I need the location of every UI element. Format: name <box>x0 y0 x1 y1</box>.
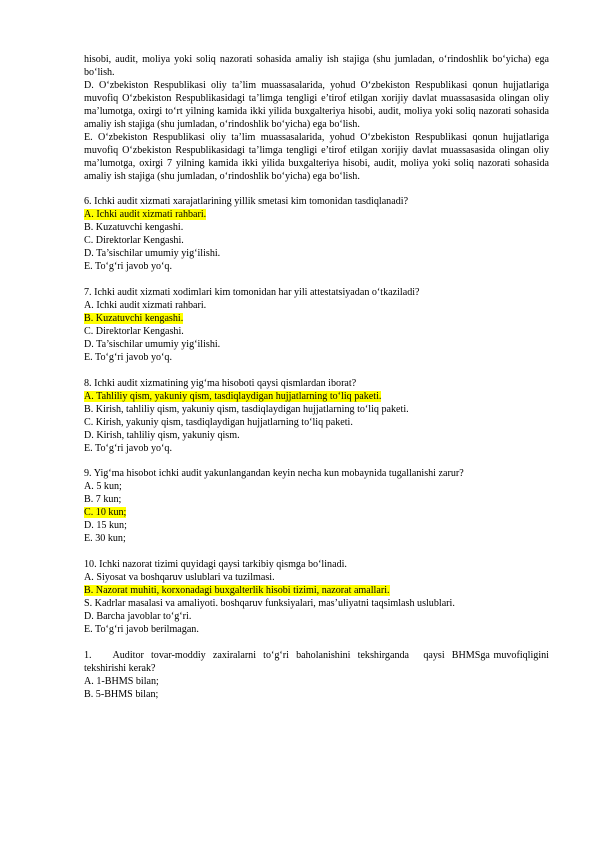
question-block <box>84 468 549 546</box>
answer-option: E. 30 kun; <box>84 533 126 545</box>
question-block <box>84 378 549 456</box>
answer-option: E. To‘g‘ri javob yo‘q. <box>84 351 172 363</box>
intro-paragraph-1: hisobi, audit, moliya yoki soliq nazorati sohasida amaliy ish stajiga (shu jumladan, o‘rindoshlik bo‘yicha) ega bo‘lish. <box>84 54 549 78</box>
question-text: 7. Ichki audit xizmati xodimlari kim tomonidan har yili attestatsiyadan o‘tkaziladi? <box>84 287 420 299</box>
answer-option: D. Ta’sischilar umumiy yig‘ilishi. <box>84 248 221 260</box>
answer-option: D. Kirish, tahliliy qism, yakuniy qism. <box>84 429 240 441</box>
answer-option: B. Kuzatuvchi kengashi. <box>84 222 184 234</box>
answer-option: D. Ta’sischilar umumiy yig‘ilishi. <box>84 338 221 350</box>
answer-option: E. To‘g‘ri javob berilmagan. <box>84 623 199 635</box>
intro-paragraph-3: E. O‘zbekiston Respublikasi oliy ta’lim muassasalarida, yohud O‘zbekiston Respublikasi qonun hujjatlariga muvofiq O‘zbekiston Respublikasidagi ta’limga tengligi e’tirof etilgan xorijiy davlat muassasasida olingan oliy ma’lumotga, oxirgi 7 yilning kamida ikki yilida buxgalteriya hisobi, audit, moliya yoki soliq nazorati sohasida amaliy ish stajiga (shu jumladan, o‘rindoshlik bo‘yicha) ega bo‘lish. <box>84 131 549 182</box>
answer-option: D. 15 kun; <box>84 520 127 532</box>
highlighted-answer: A. Tahliliy qism, yakuniy qism, tasdiqlaydigan hujjatlarning to‘liq paketi. <box>84 390 382 402</box>
answer-option: A. Siyosat va boshqaruv uslublari va tuzilmasi. <box>84 572 275 584</box>
answer-option: B. 7 kun; <box>84 494 122 506</box>
answer-option <box>84 209 549 222</box>
answer-option: S. Kadrlar masalasi va amaliyoti. boshqaruv funksiyalari, mas’uliyatni taqsimlash uslublari. <box>84 597 455 609</box>
answer-option: C. Direktorlar Kengashi. <box>84 235 184 247</box>
question-block <box>84 287 549 365</box>
question-text: 9. Yig‘ma hisobot ichki audit yakunlangandan keyin necha kun mobaynida tugallanishi zarur? <box>84 468 464 480</box>
intro-paragraph-2: D. O‘zbekiston Respublikasi oliy ta’lim muassasalarida, yohud O‘zbekiston Respublikasi qonun hujjatlariga muvofiq O‘zbekiston Respublikasidagi ta’limga tengligi e’tirof etilgan xorijiy davlat muassasasida olingan oliy ma’lumotga, oxirgi to‘rt yilning kamida ikki yilida buxgalteriya hisobi, audit, moliya yoki soliq nazorati sohasida amaliy ish stajiga (shu jumladan, o‘rindoshlik bo‘yicha) ega bo‘lish. <box>84 79 549 130</box>
question-text: 10. Ichki nazorat tizimi quyidagi qaysi tarkibiy qismga bo‘linadi. <box>84 559 347 571</box>
question-block <box>84 196 549 274</box>
document-page <box>84 54 552 702</box>
highlighted-answer: C. 10 kun; <box>84 507 127 519</box>
answer-option: D. Barcha javoblar to‘g‘ri. <box>84 610 192 622</box>
highlighted-answer: B. Nazorat muhiti, korxonadagi buxgalterlik hisobi tizimi, nazorat amallari. <box>84 585 390 596</box>
answer-option <box>84 507 549 520</box>
answer-option: B. 5-BHMS bilan; <box>84 688 159 700</box>
answer-option: E. To‘g‘ri javob yo‘q. <box>84 442 172 454</box>
answer-option <box>84 585 549 598</box>
question-text: 8. Ichki audit xizmatining yig‘ma hisoboti qaysi qismlardan iborat? <box>84 377 357 389</box>
highlighted-answer: A. Ichki audit xizmati rahbari. <box>84 209 207 221</box>
answer-option: C. Kirish, yakuniy qism, tasdiqlaydigan hujjatlarning to‘liq paketi. <box>84 416 353 428</box>
answer-option: E. To‘g‘ri javob yo‘q. <box>84 261 172 273</box>
question-block <box>84 649 552 702</box>
question-block <box>84 559 549 637</box>
answer-option <box>84 313 549 326</box>
answer-option: A. 5 kun; <box>84 481 122 493</box>
answer-option: A. 1-BHMS bilan; <box>84 675 159 687</box>
answer-option: C. Direktorlar Kengashi. <box>84 325 184 337</box>
answer-option: A. Ichki audit xizmati rahbari. <box>84 300 207 312</box>
question-text: 6. Ichki audit xizmati xarajatlarining yillik smetasi kim tomonidan tasdiqlanadi? <box>84 196 409 208</box>
answer-option: B. Kirish, tahliliy qism, yakuniy qism, tasdiqlaydigan hujjatlarning to‘liq paketi. <box>84 403 409 415</box>
answer-option <box>84 391 549 404</box>
highlighted-answer: B. Kuzatuvchi kengashi. <box>84 313 184 325</box>
question-text: 1. Auditor tovar-moddiy zaxiralarni to‘g‘ri baholanishini tekshirganda qaysi BHMSga muvofiqligini tekshirishi kerak? <box>84 649 552 674</box>
